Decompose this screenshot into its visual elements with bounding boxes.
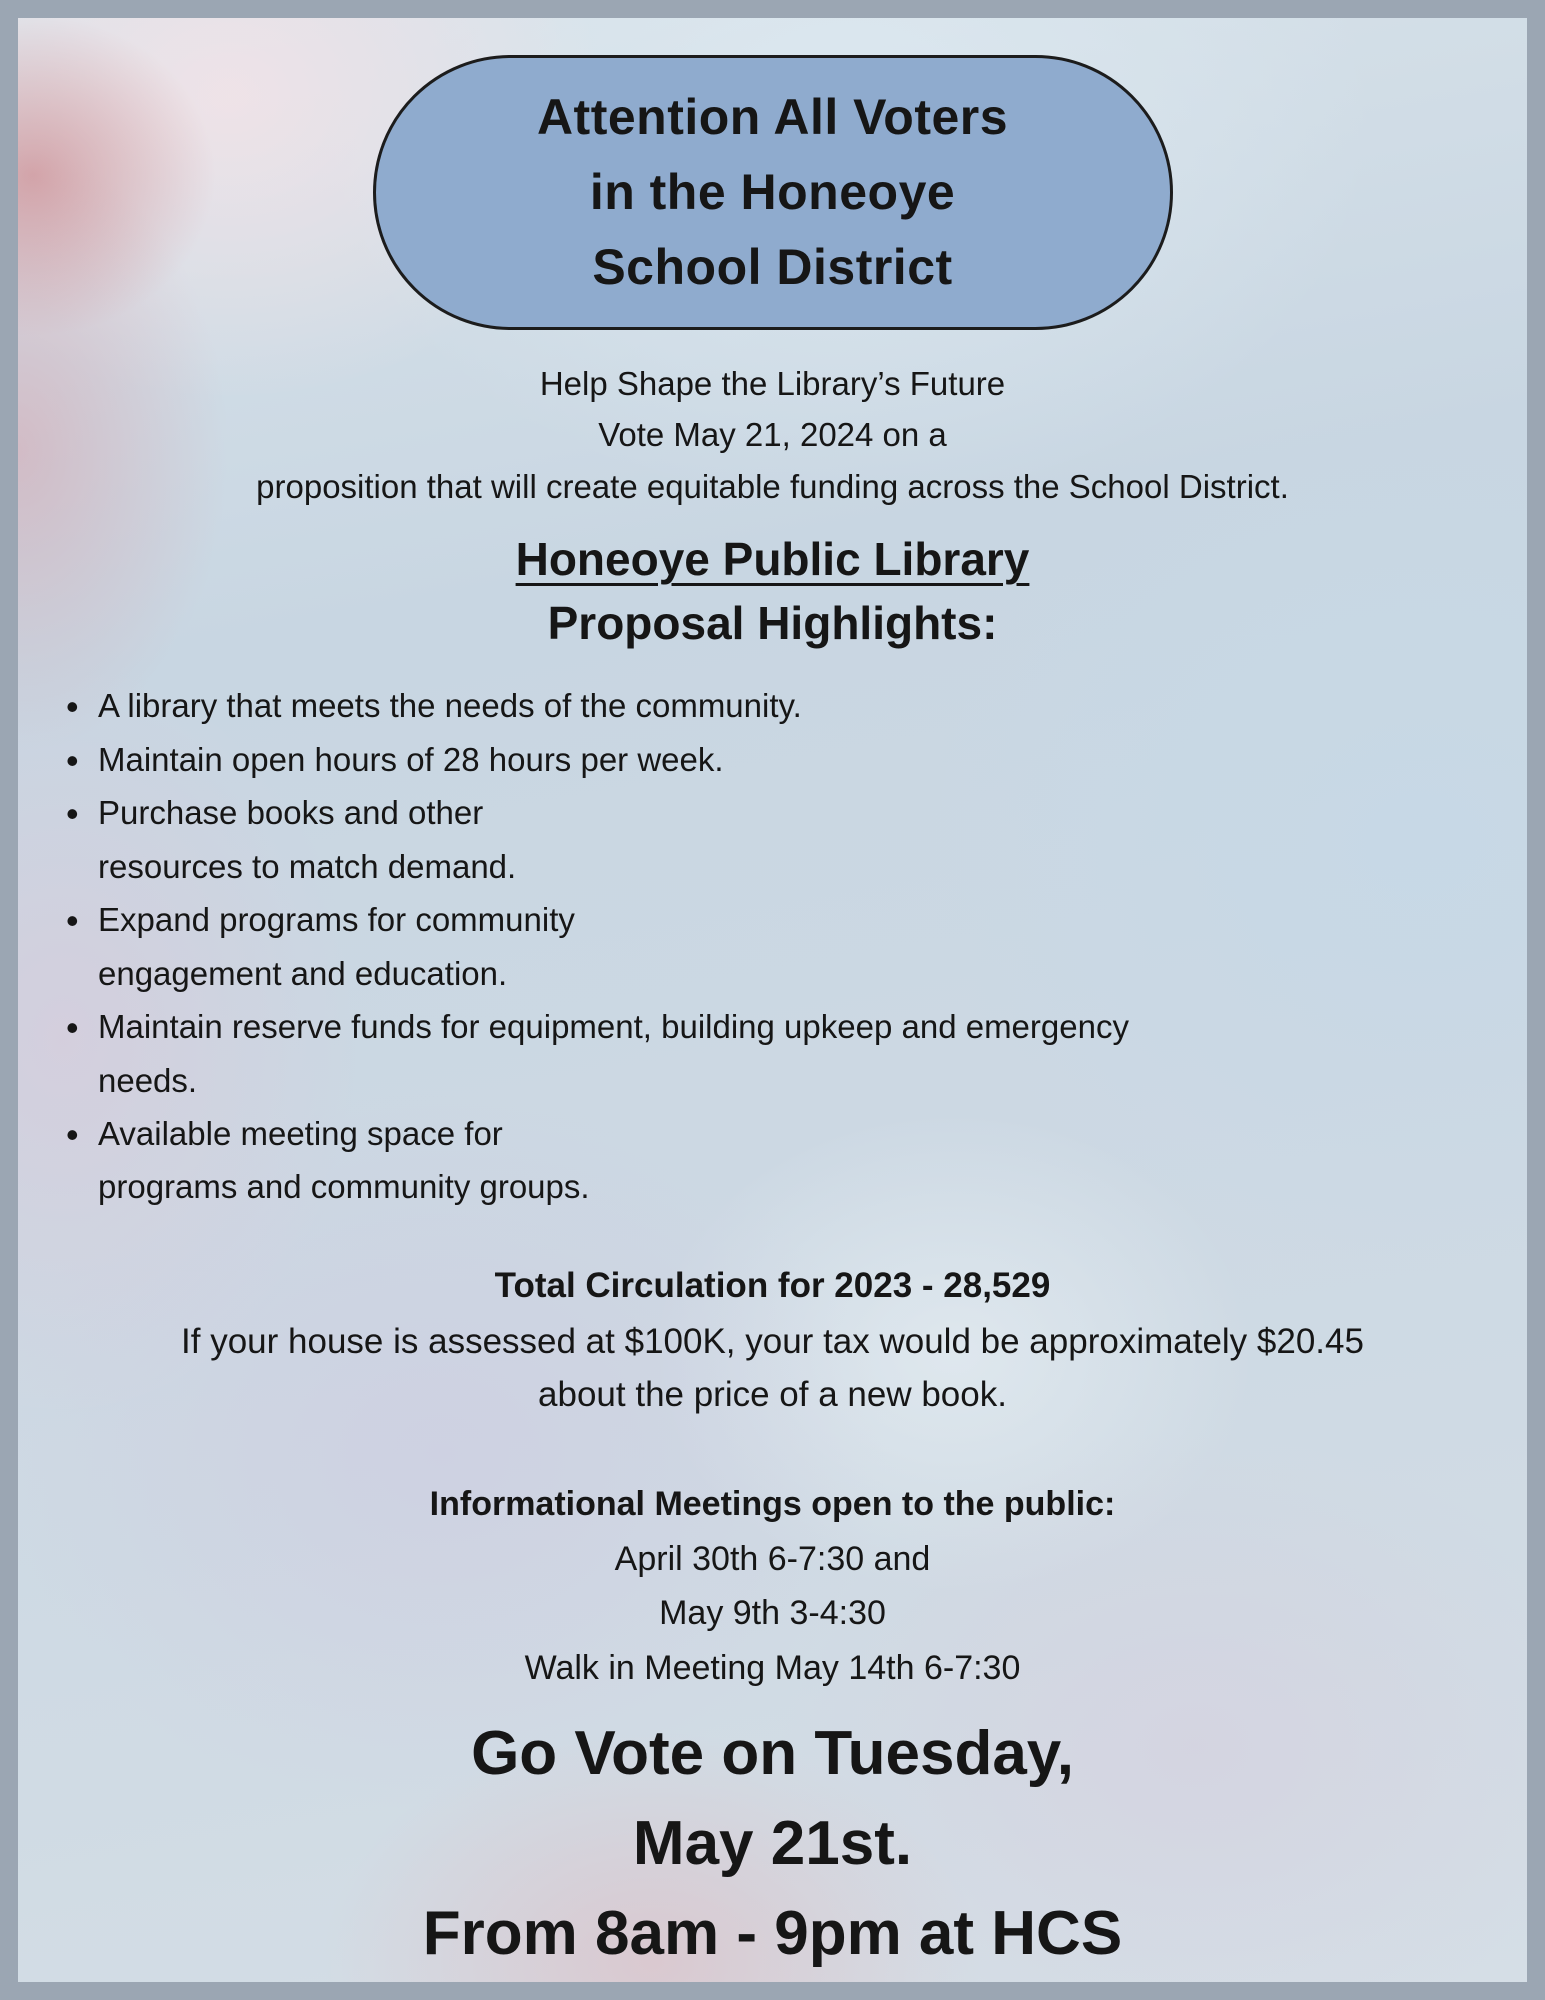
- section-heading: [38, 528, 1507, 655]
- banner-line-1: Attention All Voters: [536, 89, 1009, 145]
- circulation-section: [48, 1260, 1497, 1422]
- highlight-text: Maintain open hours of 28 hours per week.: [98, 740, 724, 778]
- vote-cta-line-2: May 21st.: [632, 1808, 913, 1878]
- meeting-line-2: May 9th 3-4:30: [659, 1594, 886, 1633]
- circulation-title: Total Circulation for 2023 - 28,529: [494, 1265, 1051, 1305]
- highlight-item: [66, 679, 1487, 732]
- banner-pill: [373, 55, 1173, 330]
- vote-cta: [48, 1709, 1497, 1979]
- highlights-list: [66, 679, 1487, 1214]
- circulation-line-2: about the price of a new book.: [538, 1374, 1007, 1414]
- highlight-text: Maintain reserve funds for equipment, building upkeep and emergency: [98, 1008, 1129, 1046]
- highlight-item: [66, 1000, 1487, 1107]
- intro-line-3: proposition that will create equitable funding across the School District.: [256, 467, 1289, 505]
- highlight-text: Available meeting space for: [98, 1114, 503, 1152]
- meetings-section: [48, 1477, 1497, 1695]
- meeting-line-1: April 30th 6-7:30 and: [614, 1539, 931, 1578]
- highlight-item: [66, 786, 1487, 893]
- highlight-text: resources to match demand.: [98, 847, 517, 885]
- banner-line-3: School District: [592, 239, 953, 295]
- meetings-heading: Informational Meetings open to the public:: [429, 1485, 1116, 1524]
- highlight-item: [66, 893, 1487, 1000]
- vote-cta-line-3: From 8am - 9pm at HCS: [422, 1898, 1123, 1968]
- highlight-item: [66, 733, 1487, 786]
- highlight-text: A library that meets the needs of the community.: [98, 687, 802, 725]
- highlight-text: Expand programs for community: [98, 901, 575, 939]
- proposal-subheading: Proposal Highlights:: [547, 596, 998, 649]
- meeting-line-3: Walk in Meeting May 14th 6-7:30: [524, 1648, 1021, 1687]
- banner-line-2: in the Honeoye: [589, 164, 956, 220]
- highlight-text: engagement and education.: [98, 954, 508, 992]
- circulation-line-1: If your house is assessed at $100K, your tax would be approximately $20.45: [181, 1322, 1364, 1362]
- vote-cta-line-1: Go Vote on Tuesday,: [471, 1718, 1074, 1788]
- highlight-item: [66, 1107, 1487, 1214]
- proposal-heading: Honeoye Public Library: [515, 533, 1030, 586]
- intro-line-1: Help Shape the Library’s Future: [539, 365, 1006, 402]
- highlight-text: Purchase books and other: [98, 794, 484, 832]
- intro-line-2: Vote May 21, 2024 on a: [598, 416, 947, 454]
- intro-text: [38, 358, 1507, 512]
- highlight-text: needs.: [98, 1061, 198, 1099]
- highlight-text: programs and community groups.: [98, 1168, 590, 1206]
